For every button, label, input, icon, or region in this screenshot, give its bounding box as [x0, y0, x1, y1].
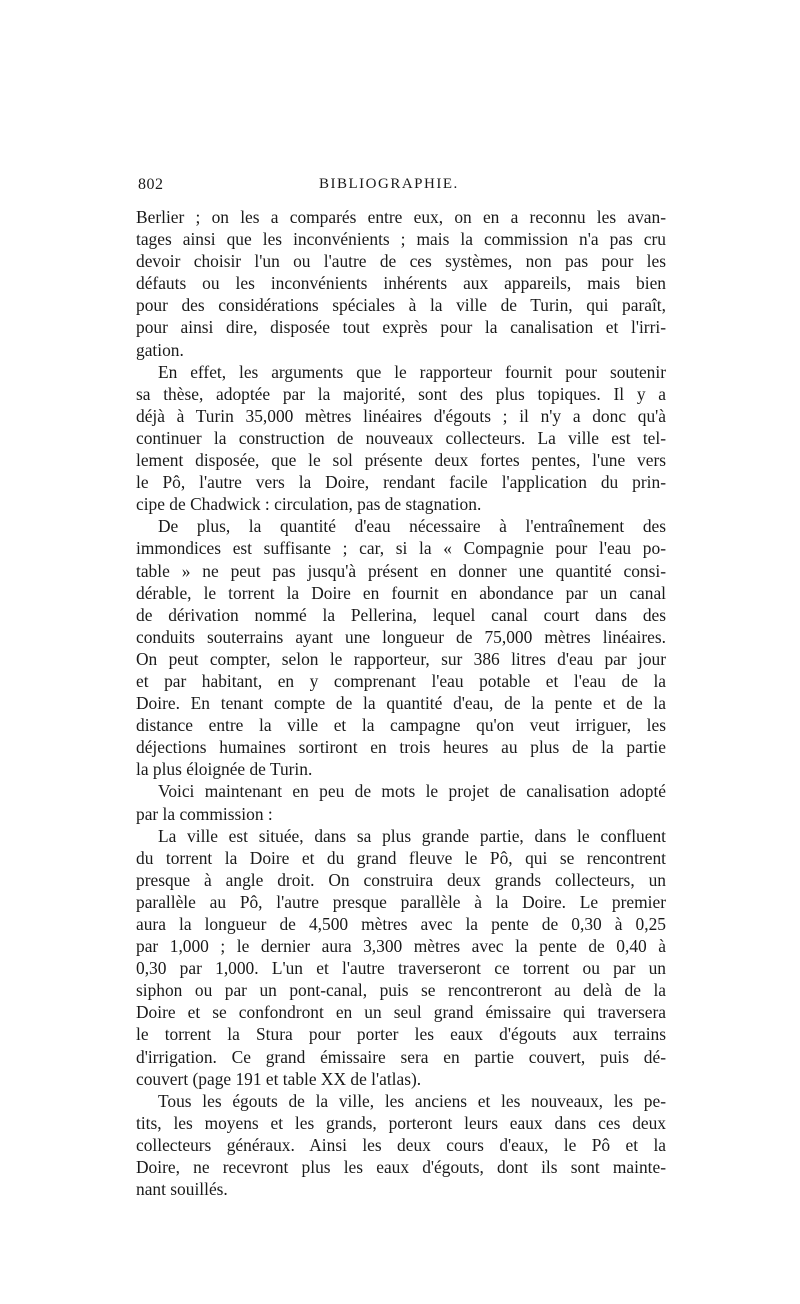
text-line: déjections humaines sortiront en trois heures au plus de la partie: [136, 737, 666, 758]
header-title: BIBLIOGRAPHIE.: [319, 176, 459, 192]
text-line: immondices est suffisante ; car, si la « Compagnie pour l'eau po-: [136, 538, 666, 559]
text-line: Tous les égouts de la ville, les anciens et les nouveaux, les pe-: [158, 1090, 666, 1111]
text-line: dérable, le torrent la Doire en fournit en abondance par un canal: [136, 582, 666, 603]
paragraph: [136, 825, 666, 1090]
text-line: sa thèse, adoptée par la majorité, sont des plus topiques. Il y a: [136, 383, 666, 404]
text-line: déjà à Turin 35,000 mètres linéaires d'égouts ; il n'y a donc qu'à: [136, 405, 666, 426]
body-text: [136, 206, 666, 1200]
text-line: nant souillés.: [136, 1179, 228, 1200]
paragraph: [136, 361, 666, 516]
paragraph: [136, 1090, 666, 1200]
text-line: presque à angle droit. On construira deux grands collecteurs, un: [136, 869, 666, 890]
text-line: gation.: [136, 339, 184, 360]
paragraph: [136, 780, 666, 824]
text-line: par la commission :: [136, 803, 273, 824]
text-line: pour ainsi dire, disposée tout exprès pour la canalisation et l'irri-: [136, 317, 666, 338]
text-line: collecteurs généraux. Ainsi les deux cours d'eaux, le Pô et la: [136, 1134, 666, 1155]
text-line: par 1,000 ; le dernier aura 3,300 mètres avec la pente de 0,40 à: [136, 936, 666, 957]
paragraph: [136, 515, 666, 780]
text-line: de dérivation nommé la Pellerina, lequel canal court dans des: [136, 604, 666, 625]
text-line: aura la longueur de 4,500 mètres avec la pente de 0,30 à 0,25: [136, 914, 666, 934]
text-line: Doire, ne recevront plus les eaux d'égouts, dont ils sont mainte-: [136, 1157, 666, 1178]
text-line: tages ainsi que les inconvénients ; mais la commission n'a pas cru: [136, 229, 666, 250]
text-line: couvert (page 191 et table XX de l'atlas).: [136, 1068, 422, 1089]
text-line: défauts ou les inconvénients inhérents aux appareils, mais bien: [136, 273, 666, 294]
text-line: La ville est située, dans sa plus grande partie, dans le confluent: [158, 825, 666, 846]
page-number: 802: [138, 176, 164, 193]
text-line: siphon ou par un pont-canal, puis se rencontreront au delà de la: [136, 980, 666, 1001]
text-line: le Pô, l'autre vers la Doire, rendant facile l'application du prin-: [136, 472, 666, 493]
text-line: tits, les moyens et les grands, porteront leurs eaux dans ces deux: [136, 1112, 666, 1133]
running-head: [138, 176, 668, 200]
text-line: la plus éloignée de Turin.: [136, 759, 313, 780]
text-line: d'irrigation. Ce grand émissaire sera en partie couvert, puis dé-: [136, 1046, 666, 1067]
text-line: parallèle au Pô, l'autre presque parallèle à la Doire. Le premier: [136, 891, 666, 912]
text-line: cipe de Chadwick : circulation, pas de stagnation.: [136, 494, 482, 515]
text-line: le torrent la Stura pour porter les eaux d'égouts aux terrains: [136, 1024, 666, 1045]
text-line: table » ne peut pas jusqu'à présent en donner une quantité consi-: [136, 560, 666, 581]
text-line: distance entre la ville et la campagne qu'on veut irriguer, les: [136, 715, 666, 736]
text-line: devoir choisir l'un ou l'autre de ces systèmes, non pas pour les: [136, 251, 666, 272]
text-line: et par habitant, en y comprenant l'eau potable et l'eau de la: [136, 670, 666, 691]
text-line: En effet, les arguments que le rapporteur fournit pour soutenir: [158, 361, 666, 382]
text-line: 0,30 par 1,000. L'un et l'autre traverseront ce torrent ou par un: [136, 958, 666, 979]
text-line: Doire et se confondront en un seul grand émissaire qui traversera: [136, 1002, 666, 1023]
text-line: continuer la construction de nouveaux collecteurs. La ville est tel-: [136, 427, 666, 448]
text-line: conduits souterrains ayant une longueur de 75,000 mètres linéaires.: [136, 626, 666, 647]
text-line: Berlier ; on les a comparés entre eux, on en a reconnu les avan-: [136, 207, 666, 227]
text-line: On peut compter, selon le rapporteur, sur 386 litres d'eau par jour: [136, 648, 666, 669]
text-line: du torrent la Doire et du grand fleuve le Pô, qui se rencontrent: [136, 847, 666, 868]
text-line: Doire. En tenant compte de la quantité d'eau, de la pente et de la: [136, 693, 666, 714]
text-line: lement disposée, que le sol présente deux fortes pentes, l'une vers: [136, 450, 666, 471]
paragraph: [136, 206, 666, 361]
text-line: Voici maintenant en peu de mots le projet de canalisation adopté: [158, 781, 666, 802]
text-line: pour des considérations spéciales à la ville de Turin, qui paraît,: [136, 295, 666, 316]
text-line: De plus, la quantité d'eau nécessaire à l'entraînement des: [158, 516, 666, 537]
